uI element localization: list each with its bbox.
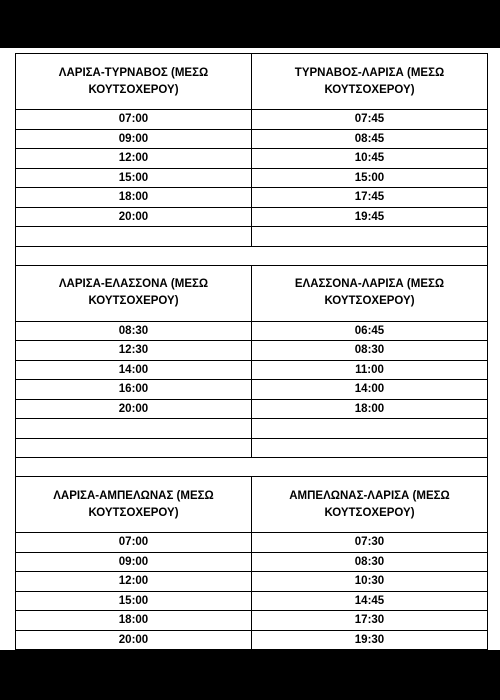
table-row — [16, 399, 488, 419]
departure-time — [16, 438, 252, 458]
departure-time: 07:00 — [16, 533, 252, 553]
return-time: 11:00 — [252, 360, 488, 380]
table-row — [16, 572, 488, 592]
return-time: 14:45 — [252, 591, 488, 611]
return-time: 08:45 — [252, 129, 488, 149]
route-header-return: ΑΜΠΕΛΩΝΑΣ-ΛΑΡΙΣΑ (ΜΕΣΩ ΚΟΥΤΣΟΧΕΡΟΥ) — [252, 477, 488, 533]
route-header-return: ΤΥΡΝΑΒΟΣ-ΛΑΡΙΣΑ (ΜΕΣΩ ΚΟΥΤΣΟΧΕΡΟΥ) — [252, 54, 488, 110]
return-time: 07:45 — [252, 110, 488, 130]
return-time: 19:30 — [252, 630, 488, 650]
section-separator — [16, 458, 488, 477]
table-row-empty — [16, 438, 488, 458]
departure-time: 15:00 — [16, 168, 252, 188]
route-header-outbound: ΛΑΡΙΣΑ-ΑΜΠΕΛΩΝΑΣ (ΜΕΣΩ ΚΟΥΤΣΟΧΕΡΟΥ) — [16, 477, 252, 533]
table-row — [16, 552, 488, 572]
return-time: 10:45 — [252, 149, 488, 169]
return-time: 07:30 — [252, 533, 488, 553]
departure-time: 15:00 — [16, 591, 252, 611]
departure-time — [16, 419, 252, 439]
return-time: 14:00 — [252, 380, 488, 400]
departure-time: 16:00 — [16, 380, 252, 400]
departure-time: 07:00 — [16, 110, 252, 130]
departure-time: 12:30 — [16, 341, 252, 361]
return-time: 17:30 — [252, 611, 488, 631]
table-row — [16, 207, 488, 227]
departure-time: 14:00 — [16, 360, 252, 380]
bus-timetable — [15, 53, 488, 650]
table-row — [16, 630, 488, 650]
table-row-empty — [16, 419, 488, 439]
return-time: 08:30 — [252, 552, 488, 572]
separator-cell — [16, 246, 488, 265]
table-row — [16, 341, 488, 361]
table-row — [16, 149, 488, 169]
table-row — [16, 321, 488, 341]
return-time: 18:00 — [252, 399, 488, 419]
table-row — [16, 380, 488, 400]
table-row — [16, 188, 488, 208]
departure-time: 08:30 — [16, 321, 252, 341]
table-row — [16, 168, 488, 188]
table-row — [16, 129, 488, 149]
departure-time: 12:00 — [16, 149, 252, 169]
departure-time: 12:00 — [16, 572, 252, 592]
return-time: 17:45 — [252, 188, 488, 208]
route-header-return: ΕΛΑΣΣΟΝΑ-ΛΑΡΙΣΑ (ΜΕΣΩ ΚΟΥΤΣΟΧΕΡΟΥ) — [252, 265, 488, 321]
departure-time: 09:00 — [16, 129, 252, 149]
section-header-row — [16, 54, 488, 110]
return-time: 15:00 — [252, 168, 488, 188]
table-row — [16, 533, 488, 553]
departure-time: 20:00 — [16, 207, 252, 227]
return-time — [252, 419, 488, 439]
route-header-outbound: ΛΑΡΙΣΑ-ΤΥΡΝΑΒΟΣ (ΜΕΣΩ ΚΟΥΤΣΟΧΕΡΟΥ) — [16, 54, 252, 110]
departure-time — [16, 227, 252, 247]
departure-time: 18:00 — [16, 188, 252, 208]
return-time — [252, 227, 488, 247]
section-separator — [16, 246, 488, 265]
table-row-empty — [16, 227, 488, 247]
table-row — [16, 611, 488, 631]
route-header-outbound: ΛΑΡΙΣΑ-ΕΛΑΣΣΟΝΑ (ΜΕΣΩ ΚΟΥΤΣΟΧΕΡΟΥ) — [16, 265, 252, 321]
timetable-page — [0, 48, 500, 650]
table-row — [16, 360, 488, 380]
section-header-row — [16, 477, 488, 533]
table-row — [16, 110, 488, 130]
table-row — [16, 591, 488, 611]
return-time — [252, 438, 488, 458]
departure-time: 20:00 — [16, 399, 252, 419]
separator-cell — [16, 458, 488, 477]
departure-time: 20:00 — [16, 630, 252, 650]
departure-time: 09:00 — [16, 552, 252, 572]
return-time: 10:30 — [252, 572, 488, 592]
section-header-row — [16, 265, 488, 321]
departure-time: 18:00 — [16, 611, 252, 631]
return-time: 08:30 — [252, 341, 488, 361]
return-time: 19:45 — [252, 207, 488, 227]
return-time: 06:45 — [252, 321, 488, 341]
